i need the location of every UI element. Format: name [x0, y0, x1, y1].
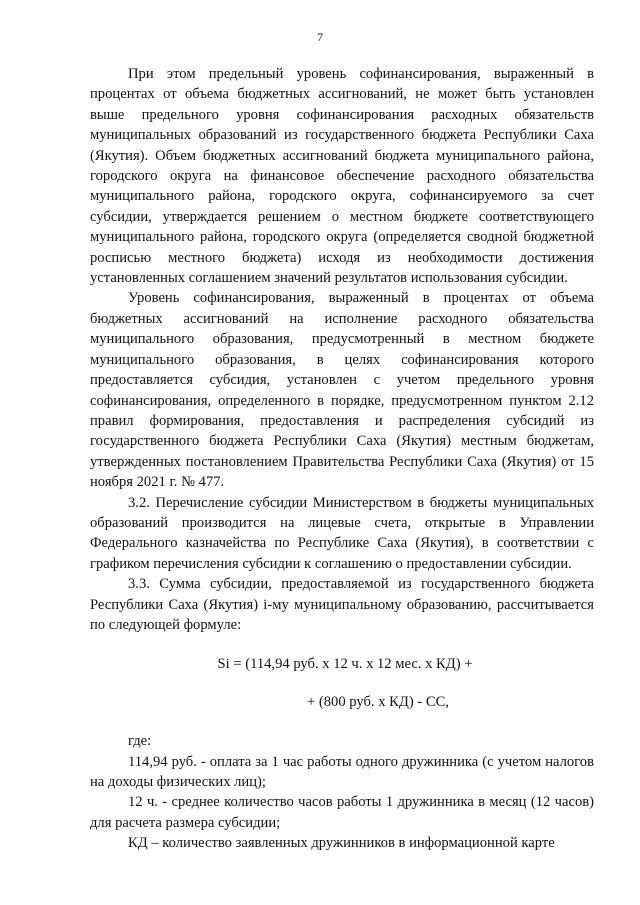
paragraph-3-2-transfer: 3.2. Перечисление субсидии Министерством в бюджеты муниципальных образований производится на лицевые счета, открытые в Управлении Федерального казначейства по Республике Саха (Якутия), в соответствии с графиком перечисления субсидии к соглашению о предоставлении субсидии.: [90, 494, 594, 572]
formula-line-2: + (800 руб. х КД) - СС,: [307, 693, 449, 710]
paragraph-cofinancing-limit: При этом предельный уровень софинансирования, выраженный в процентах от объема бюджетных ассигнований, не может быть установлен выше предельного уровня софинансирования расходных обязательств муниципальных образований из государственного бюджета Республики Саха (Якутия). Объем бюджетных ассигнований бюджета муниципального района, городского округа на финансовое обеспечение расходного обязательства муниципального района, городского округа, софинансируемого за счет субсидии, утверждается решением о местном бюджете соответствующего муниципального района, городского округа (определяется сводной бюджетной росписью местного бюджета) исходя из необходимости достижения установленных соглашением значений результатов использования субсидии.: [90, 66, 594, 287]
document-body: [90, 64, 594, 854]
paragraph-cofinancing-level: Уровень софинансирования, выраженный в процентах от объема бюджетных ассигнований на исполнение расходного обязательства муниципального образования, предусмотренный в местном бюджете муниципального образования, в целях софинансирования которого предоставляется субсидия, установлен с учетом предельного уровня софинансирования, определенного в порядке, предусмотренном пунктом 2.12 правил формирования, предоставления и распределения субсидий из государственного бюджета Республики Саха (Якутия) местным бюджетам, утвержденных постановлением Правительства Республики Саха (Якутия) от 15 ноября 2021 г. № 477.: [90, 290, 594, 491]
paragraph-3-3-amount: 3.3. Сумма субсидии, предоставляемой из государственного бюджета Республики Саха (Якутия) i-му муниципальному образованию, рассчитывается по следующей формуле:: [90, 576, 594, 633]
where-label: где:: [128, 733, 152, 750]
definition-hourly-rate: 114,94 руб. - оплата за 1 час работы одного дружинника (с учетом налогов на доходы физических лиц);: [90, 753, 594, 790]
formula-line-1: Si = (114,94 руб. х 12 ч. х 12 мес. х КД) +: [217, 656, 473, 673]
definition-kd: КД – количество заявленных дружинников в информационной карте: [128, 835, 555, 852]
definition-hours-per-month: 12 ч. - среднее количество часов работы 1 дружинника в месяц (12 часов) для расчета размера субсидии;: [90, 794, 594, 831]
page-number: 7: [317, 30, 323, 44]
